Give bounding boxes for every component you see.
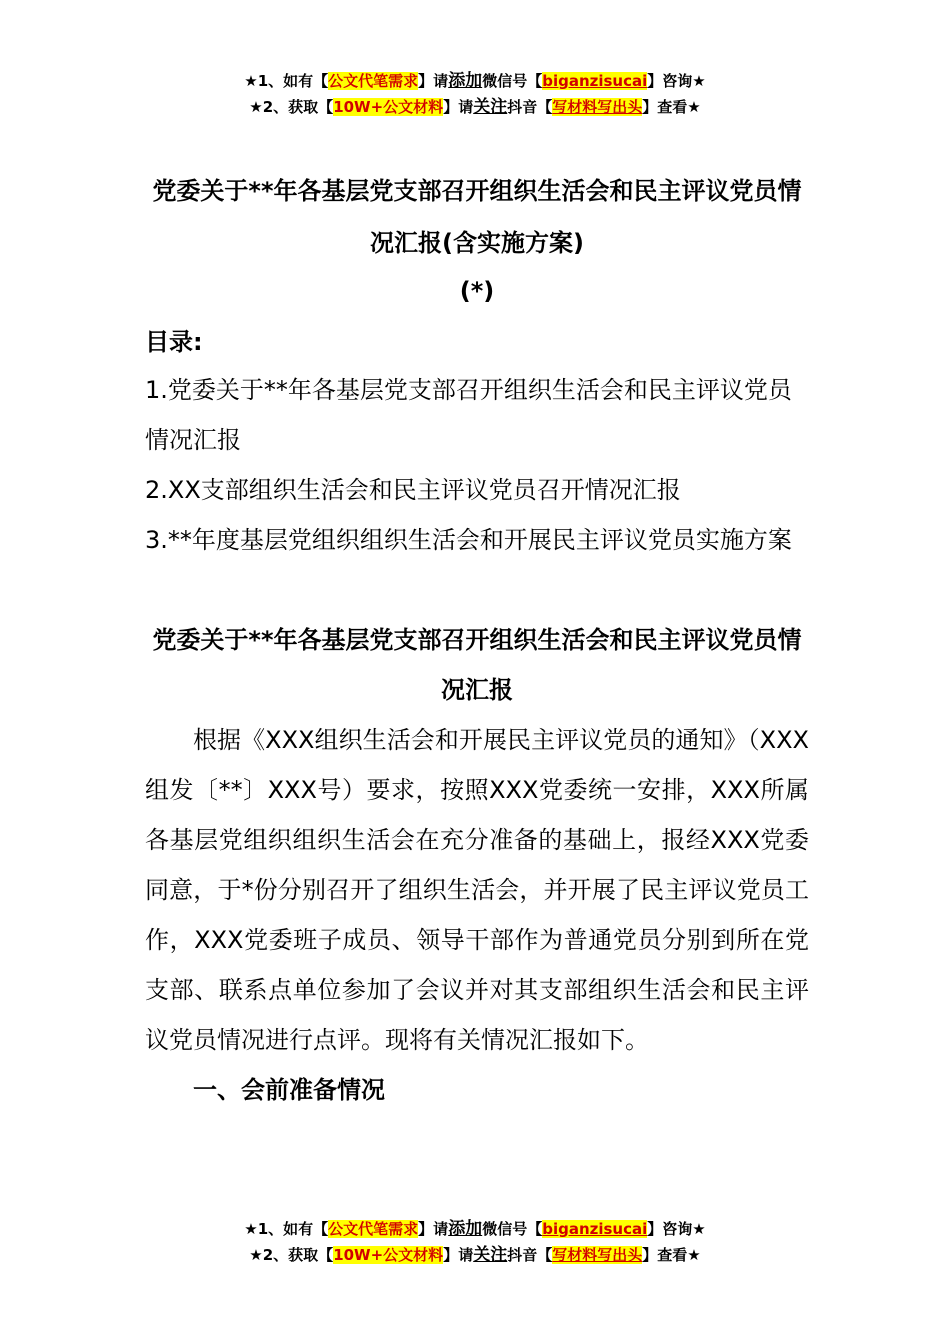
- footer-banner-line-1: [0, 1216, 950, 1242]
- banner-text: 】咨询★: [647, 1220, 706, 1238]
- banner-text: 】请: [443, 1246, 474, 1264]
- toc-item: 2.XX支部组织生活会和民主评议党员召开情况汇报: [145, 476, 681, 504]
- banner-text: 】查看★: [642, 98, 701, 116]
- footer-banner-line-2: [0, 1242, 950, 1268]
- banner-text: 】查看★: [642, 1246, 701, 1264]
- body-paragraph: 根据《XXX组织生活会和开展民主评议党员的通知》（XXX组发〔**〕XXX号）要求，按照XXX党委统一安排，XXX所属各基层党组织组织生活会在充分准备的基础上，报经XXX党委同意，于*份分别召开了组织生活会，并开展了民主评议党员工作，XXX党委班子成员、领导干部作为普通党员分别到所在党支部、联系点单位参加了会议并对其支部组织生活会和民主评议党员情况进行点评。现将有关情况汇报如下。: [145, 726, 809, 1054]
- header-banner-line-1: [0, 68, 950, 94]
- banner-text: ★2、获取【: [249, 98, 334, 116]
- banner-text: 】请: [443, 98, 474, 116]
- header-banner-line-2: [0, 94, 950, 120]
- section-spacer: [145, 565, 809, 615]
- banner-douyin-account[interactable]: 写材料写出头: [552, 1246, 643, 1264]
- banner-wechat-id[interactable]: biganzisucai: [542, 1220, 648, 1238]
- section-heading-1: 一、会前准备情况: [193, 1076, 385, 1104]
- document-title: 党委关于**年各基层党支部召开组织生活会和民主评议党员情况汇报(含实施方案): [152, 177, 802, 257]
- banner-text: 】请: [418, 72, 449, 90]
- banner-emphasis-follow: 关注: [473, 97, 508, 117]
- banner-douyin-account[interactable]: 写材料写出头: [552, 98, 643, 116]
- banner-text: ★2、获取【: [249, 1246, 334, 1264]
- banner-text: 】咨询★: [647, 72, 706, 90]
- footer-banner: [0, 1216, 950, 1268]
- banner-text: ★1、如有【: [244, 72, 329, 90]
- document-body: [145, 165, 809, 1115]
- banner-text: 抖音【: [507, 1246, 553, 1264]
- toc-item: 3.**年度基层党组织组织生活会和开展民主评议党员实施方案: [145, 526, 792, 554]
- banner-highlight-materials: 10W+公文材料: [333, 98, 444, 116]
- banner-emphasis-add: 添加: [448, 71, 483, 91]
- section-title: 党委关于**年各基层党支部召开组织生活会和民主评议党员情况汇报: [152, 626, 802, 704]
- document-title-mark: (*): [459, 277, 495, 305]
- banner-text: 微信号【: [482, 1220, 543, 1238]
- banner-highlight-writing-service: 公文代笔需求: [328, 1220, 419, 1238]
- banner-text: 】请: [418, 1220, 449, 1238]
- header-banner: [0, 68, 950, 120]
- banner-text: ★1、如有【: [244, 1220, 329, 1238]
- banner-text: 微信号【: [482, 72, 543, 90]
- banner-highlight-writing-service: 公文代笔需求: [328, 72, 419, 90]
- banner-highlight-materials: 10W+公文材料: [333, 1246, 444, 1264]
- banner-emphasis-follow: 关注: [473, 1245, 508, 1265]
- banner-wechat-id[interactable]: biganzisucai: [542, 72, 648, 90]
- toc-item: 1.党委关于**年各基层党支部召开组织生活会和民主评议党员情况汇报: [145, 376, 792, 454]
- banner-emphasis-add: 添加: [448, 1219, 483, 1239]
- toc-heading: 目录:: [145, 328, 203, 356]
- banner-text: 抖音【: [507, 98, 553, 116]
